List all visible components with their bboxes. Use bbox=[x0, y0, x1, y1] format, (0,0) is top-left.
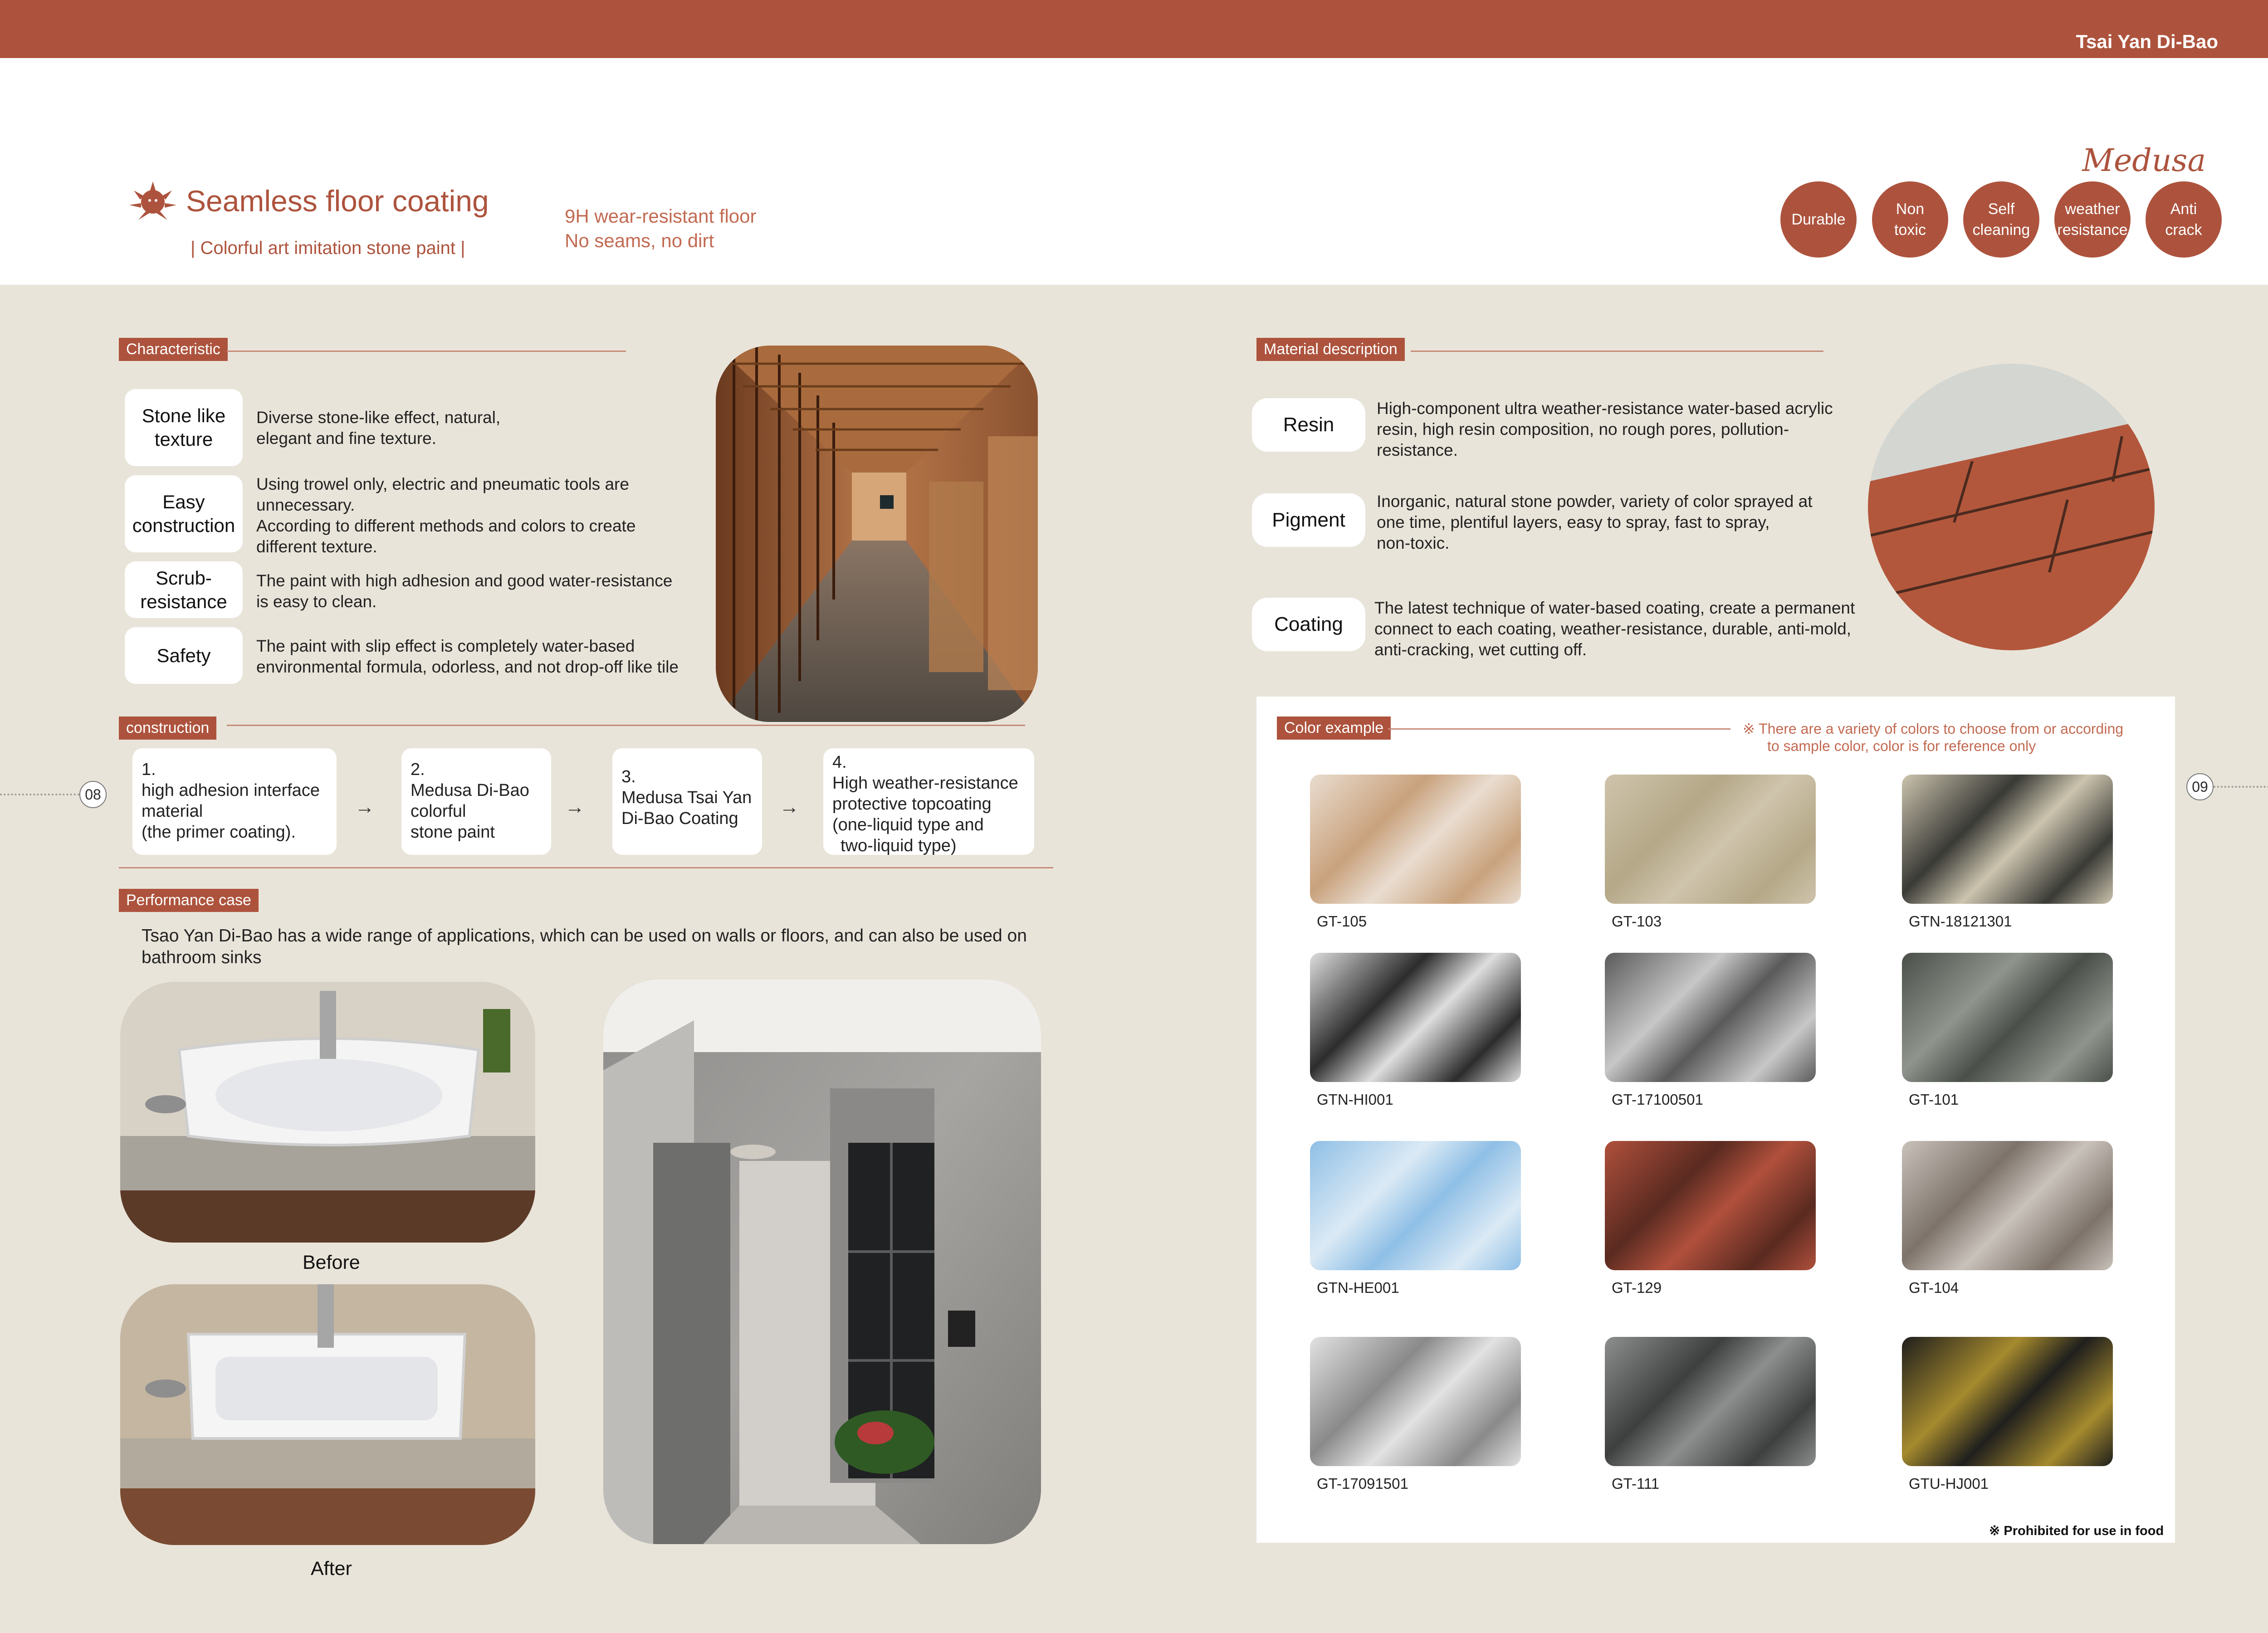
color-swatch bbox=[1605, 775, 1816, 904]
characteristic-scrub-resistance-text: The paint with high adhesion and good water-resistance is easy to clean. bbox=[256, 571, 673, 611]
characteristic-tag: Characteristic bbox=[119, 338, 228, 361]
color-swatch-code: GT-129 bbox=[1612, 1279, 1662, 1296]
after-label: After bbox=[311, 1558, 352, 1579]
characteristic-easy-construction: Easy construction bbox=[125, 475, 243, 552]
color-swatch-code: GTN-HE001 bbox=[1317, 1279, 1399, 1296]
color-swatch bbox=[1310, 1337, 1521, 1466]
characteristic-easy-construction-text: Using trowel only, electric and pneumatic tools are unnecessary. According to different methods and colors to create different texture. bbox=[256, 475, 636, 556]
badge-durable: Durable bbox=[1780, 181, 1857, 258]
characteristic-divider bbox=[227, 351, 626, 352]
construction-step-1: 1. high adhesion interface material (the primer coating). bbox=[132, 748, 337, 855]
right-dots bbox=[2214, 786, 2268, 788]
color-swatch-code: GT-104 bbox=[1909, 1279, 1959, 1296]
top-bar bbox=[0, 0, 2268, 58]
sink-before-photo bbox=[120, 982, 535, 1243]
before-label: Before bbox=[303, 1252, 360, 1273]
performance-tag: Performance case bbox=[119, 889, 259, 912]
badge-anti-crack: Anti crack bbox=[2146, 181, 2222, 258]
color-swatch bbox=[1902, 1141, 2113, 1270]
construction-tag: construction bbox=[119, 717, 216, 740]
characteristic-scrub-resistance: Scrub- resistance bbox=[125, 561, 243, 618]
color-swatch bbox=[1310, 775, 1521, 904]
corridor-photo bbox=[716, 346, 1038, 722]
material-resin-text: High-component ultra weather-resistance water-based acrylic resin, high resin composition, no rough pores, pollution- resistance. bbox=[1377, 399, 1833, 459]
material-divider bbox=[1411, 351, 1823, 352]
color-swatch bbox=[1902, 775, 2113, 904]
performance-description: Tsao Yan Di-Bao has a wide range of applications, which can be used on walls or floors, and can also be used on bathroom sinks bbox=[142, 926, 1027, 967]
color-swatch bbox=[1605, 1141, 1816, 1270]
color-swatch bbox=[1902, 953, 2113, 1082]
color-swatch-code: GT-105 bbox=[1317, 913, 1367, 930]
stone-wall-photo bbox=[603, 980, 1041, 1544]
characteristic-safety-text: The paint with slip effect is completely water-based environmental formula, odorless, and not drop-off like tile bbox=[256, 637, 679, 676]
color-note: ※ There are a variety of colors to choose from or according to sample color, color is for reference only bbox=[1743, 721, 2124, 754]
construction-step-2: 2. Medusa Di-Bao colorful stone paint bbox=[401, 748, 551, 855]
color-swatch bbox=[1605, 953, 1816, 1082]
color-swatch-code: GT-111 bbox=[1612, 1475, 1660, 1492]
sink-after-photo bbox=[120, 1284, 535, 1545]
characteristic-stone-like: Stone like texture bbox=[125, 389, 243, 466]
tile-floor-photo bbox=[1868, 364, 2155, 650]
arrow-right-icon: → bbox=[565, 796, 585, 818]
color-example-divider bbox=[1388, 728, 1730, 730]
arrow-right-icon: → bbox=[355, 796, 375, 818]
characteristic-safety: Safety bbox=[125, 627, 243, 684]
material-pigment-text: Inorganic, natural stone powder, variety of color sprayed at one time, plentiful layers, easy to spray, fast to spray, non-toxic. bbox=[1377, 492, 1813, 552]
color-swatch-code: GT-103 bbox=[1612, 913, 1662, 930]
characteristic-stone-like-text: Diverse stone-like effect, natural, elegant and fine texture. bbox=[256, 408, 501, 448]
construction-step-4: 4. High weather-resistance protective topcoating (one-liquid type and two-liquid type) bbox=[823, 748, 1034, 855]
color-swatch bbox=[1310, 953, 1521, 1082]
construction-bottom-divider bbox=[119, 867, 1053, 868]
page-number-left: 08 bbox=[79, 781, 107, 808]
material-coating-text: The latest technique of water-based coating, create a permanent connect to each coating, weather-resistance, durable, anti-mold, anti-cracking, wet cutting off. bbox=[1374, 599, 1855, 659]
badge-self-cleaning: Self cleaning bbox=[1963, 181, 2039, 258]
color-swatch-code: GTU-HJ001 bbox=[1909, 1475, 1989, 1492]
page-number-right: 09 bbox=[2186, 773, 2214, 800]
material-tag: Material description bbox=[1256, 338, 1405, 361]
page-title: Seamless floor coating bbox=[186, 184, 489, 218]
badge-non-toxic: Non toxic bbox=[1872, 181, 1948, 258]
color-example-tag: Color example bbox=[1277, 717, 1391, 740]
construction-divider bbox=[227, 725, 1025, 726]
material-coating: Coating bbox=[1252, 598, 1365, 651]
medusa-logo-wordmark: Medusa bbox=[2082, 143, 2206, 179]
page-subtitle: | Colorful art imitation stone paint | bbox=[191, 238, 465, 258]
material-pigment: Pigment bbox=[1252, 493, 1365, 547]
construction-step-3: 3. Medusa Tsai Yan Di-Bao Coating bbox=[612, 748, 762, 855]
left-dots bbox=[0, 794, 79, 795]
color-swatch-code: GT-17091501 bbox=[1317, 1475, 1408, 1492]
food-warning: ※ Prohibited for use in food bbox=[1989, 1524, 2164, 1538]
medusa-logo-icon bbox=[125, 177, 181, 227]
arrow-right-icon: → bbox=[779, 796, 799, 818]
badge-weather-resistance: weather resistance bbox=[2054, 181, 2131, 258]
material-resin: Resin bbox=[1252, 398, 1365, 452]
color-swatch-code: GTN-HI001 bbox=[1317, 1091, 1393, 1108]
wear-resistant-tagline: 9H wear-resistant floor No seams, no dirt bbox=[565, 205, 757, 251]
color-swatch-code: GT-101 bbox=[1909, 1091, 1959, 1108]
color-swatch bbox=[1310, 1141, 1521, 1270]
color-swatch-code: GT-17100501 bbox=[1612, 1091, 1703, 1108]
color-swatch-code: GTN-18121301 bbox=[1909, 913, 2012, 930]
brand-name: Tsai Yan Di-Bao bbox=[2076, 31, 2218, 52]
color-swatch bbox=[1605, 1337, 1816, 1466]
color-swatch bbox=[1902, 1337, 2113, 1466]
